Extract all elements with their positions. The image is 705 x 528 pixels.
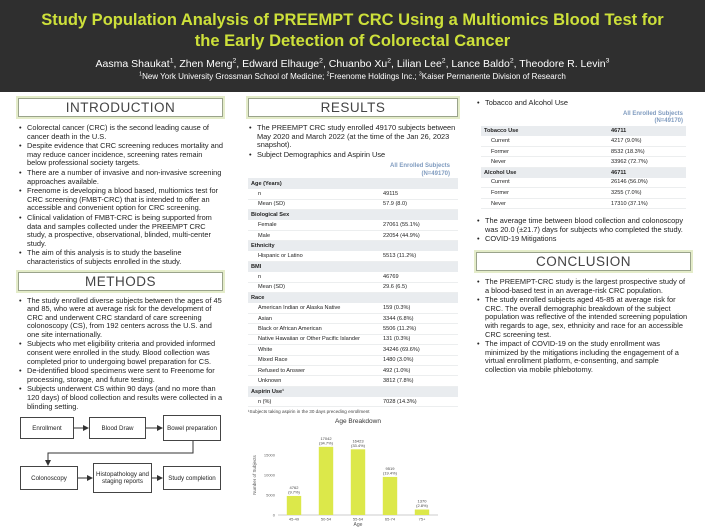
chart-y-tick-label: 5000 — [266, 492, 275, 498]
table-cell-value: 46711 — [608, 167, 686, 177]
conclusion-bullet: • The study enrolled subjects aged 45-85 at average risk for CRC. The overall demographic breakdown of the subject population was reflective of the intended screening population with regards to age, sex, ethnicity and race for an accessible CRC screening test. — [476, 296, 691, 339]
author-name: Aasma Shaukat — [95, 58, 170, 70]
table-row — [248, 365, 458, 375]
chart-x-tick-label: 65-74 — [384, 516, 396, 522]
author-affiliation-mark: 2 — [387, 57, 391, 65]
chart-data-label: 9519 (19.4%) — [382, 466, 398, 476]
affiliation-text: New York University Grossman School of Medicine; — [142, 72, 327, 81]
author-affiliation-mark: 1 — [169, 57, 174, 65]
chart-x-tick-label: 50-54 — [320, 516, 332, 522]
chart-bar — [287, 496, 301, 515]
table-row — [481, 146, 686, 156]
table-section-row — [248, 178, 458, 188]
chart-x-tick-label: 55-64 — [352, 516, 364, 522]
table-cell-label: Biological Sex — [248, 210, 380, 220]
study-flow-diagram — [18, 415, 223, 509]
table-cell-label: Never — [481, 198, 608, 208]
table-section-row — [248, 386, 458, 396]
author-affiliation-mark: 2 — [509, 57, 514, 65]
tobacco-heading-list — [476, 99, 691, 108]
middle-column — [248, 98, 458, 528]
author-name: Theodore R. Levin — [519, 58, 606, 70]
table-cell-label: Former — [481, 188, 608, 198]
demographics-table — [248, 178, 458, 407]
table-cell-value: 3344 (6.8%) — [380, 313, 458, 323]
tobacco-heading: • Tobacco and Alcohol Use — [476, 99, 691, 108]
results-heading: RESULTS — [248, 98, 458, 117]
table-row — [248, 230, 458, 240]
table-cell-value: 5506 (11.2%) — [380, 324, 458, 334]
table-cell-label: Mixed Race — [248, 355, 380, 365]
table-cell-value: 49115 — [380, 189, 458, 199]
flow-study-completion: Study completion — [163, 466, 221, 490]
age-breakdown-chart — [248, 415, 448, 527]
author-affiliation-mark: 2 — [232, 57, 237, 65]
conclusion-bullet: • The impact of COVID-19 on the study enrollment was minimized by the mitigations including the engagement of a virtual enrollment platform, e-consenting, and sample collection via mobile phlebotomy. — [476, 340, 691, 374]
table-section-row — [248, 262, 458, 272]
methods-bullet: • The study enrolled diverse subjects between the ages of 45 and 85, who were at average risk for the development of CRC and underwent CRC standard of care screening colonoscopy (CS), from 192 centers across the U.S. and one site internationally. — [18, 297, 223, 340]
table-cell-value: 29.6 (6.5) — [380, 282, 458, 292]
chart-x-axis-label: Age — [353, 522, 363, 528]
table-row — [248, 189, 458, 199]
flow-colonoscopy: Colonoscopy — [20, 466, 78, 490]
affiliation-mark: 3 — [418, 71, 422, 78]
chart-bar — [351, 450, 365, 516]
table-cell-value — [380, 386, 458, 396]
table-cell-label: n — [248, 189, 380, 199]
table-cell-label: n — [248, 272, 380, 282]
table-cell-label: Race — [248, 293, 380, 303]
table-cell-value: 22054 (44.9%) — [380, 230, 458, 240]
table-cell-value: 57.9 (8.0) — [380, 199, 458, 209]
table-row — [248, 334, 458, 344]
table-cell-value: 4217 (9.0%) — [608, 136, 686, 146]
table-row — [248, 345, 458, 355]
table-row — [481, 157, 686, 167]
table-cell-label: Refused to Answer — [248, 365, 380, 375]
affiliation-mark: 2 — [326, 71, 330, 78]
table-cell-label: n (%) — [248, 397, 380, 407]
introduction-list — [18, 124, 223, 267]
chart-x-tick-label: 45-49 — [288, 516, 300, 522]
table-cell-value: 27061 (55.1%) — [380, 220, 458, 230]
table-cell-label: Mean (SD) — [248, 282, 380, 292]
table-cell-value: 34246 (69.6%) — [380, 345, 458, 355]
poster-title: Study Population Analysis of PREEMPT CRC Using a Multiomics Blood Test for the Early Detection of Colorectal Cancer — [41, 11, 664, 50]
table-section-row — [481, 167, 686, 177]
author-affiliation-mark: 2 — [441, 57, 446, 65]
table-cell-label: Never — [481, 157, 608, 167]
affiliation-text: Kaiser Permanente Division of Research — [421, 72, 566, 81]
table-cell-value — [380, 210, 458, 220]
introduction-bullet: • The aim of this analysis is to study the baseline characteristics of subjects enrolled in the study. — [18, 249, 223, 266]
table-section-row — [248, 293, 458, 303]
table-row — [248, 324, 458, 334]
introduction-bullet: • Freenome is developing a blood based, multiomics test for CRC screening (FMBT-CRC) that is intended to offer an accessible and convenient option for CRC screening. — [18, 187, 223, 213]
chart-data-label: 17042 (34.7%) — [318, 436, 334, 446]
table-cell-value: 26146 (56.0%) — [608, 178, 686, 188]
methods-list — [18, 297, 223, 412]
table-cell-label: Current — [481, 136, 608, 146]
table-cell-label: Asian — [248, 313, 380, 323]
results-bullet: • Subject Demographics and Aspirin Use — [248, 151, 458, 160]
chart-bar — [415, 510, 429, 515]
affiliation-mark: 1 — [139, 71, 143, 78]
table-row — [248, 376, 458, 386]
results-bullet: • COVID-19 Mitigations — [476, 235, 691, 244]
introduction-bullet: • Colorectal cancer (CRC) is the second leading cause of cancer death in the U.S. — [18, 124, 223, 141]
table-cell-label: Tobacco Use — [481, 126, 608, 136]
results-bullet: • The PREEMPT CRC study enrolled 49170 subjects between May 2020 and March 2022 (at the time of the Jan 26, 2023 snapshot). — [248, 124, 458, 150]
table-cell-value: 159 (0.3%) — [380, 303, 458, 313]
table-cell-value: 46711 — [608, 126, 686, 136]
table-row — [481, 136, 686, 146]
author-name: Chuanbo Xu — [328, 58, 388, 70]
tobacco-table-header: All Enrolled Subjects (N=49170) — [622, 110, 683, 125]
table-cell-label: White — [248, 345, 380, 355]
table-cell-value: 17310 (37.1%) — [608, 198, 686, 208]
tobacco-alcohol-table — [481, 126, 686, 210]
table-section-row — [481, 126, 686, 136]
table-cell-value: 3255 (7.0%) — [608, 188, 686, 198]
table-footnote: ¹Subjects taking aspirin in the 30 days preceding enrollment — [248, 409, 370, 415]
introduction-bullet: • There are a number of invasive and non-invasive screening approaches available. — [18, 169, 223, 186]
table-cell-label: Hispanic or Latino — [248, 251, 380, 261]
table-cell-label: Ethnicity — [248, 241, 380, 251]
table-cell-value: 131 (0.3%) — [380, 334, 458, 344]
table-cell-value — [380, 241, 458, 251]
chart-data-label: 4762 (9.7%) — [288, 485, 300, 495]
table-row — [248, 251, 458, 261]
introduction-heading: INTRODUCTION — [18, 98, 223, 117]
author-name: Lance Baldo — [451, 58, 510, 70]
table-row — [248, 303, 458, 313]
results-bullet: • The average time between blood collection and colonoscopy was 20.0 (±21.7) days for subjects who completed the study. — [476, 217, 691, 234]
table-row — [248, 282, 458, 292]
table-section-row — [248, 241, 458, 251]
conclusion-heading: CONCLUSION — [476, 252, 691, 271]
table-row — [248, 220, 458, 230]
flow-blood-draw: Blood Draw — [89, 417, 146, 439]
table-cell-label: Former — [481, 146, 608, 156]
table-cell-value: 7028 (14.3%) — [380, 397, 458, 407]
conclusion-list — [476, 278, 691, 375]
table-cell-value: 33962 (72.7%) — [608, 157, 686, 167]
methods-bullet: • Subjects underwent CS within 90 days (and no more than 120 days) of blood collection and results were collected in a blinding setting. — [18, 385, 223, 411]
chart-data-label: 1370 (2.8%) — [416, 498, 428, 509]
methods-bullet: • Subjects who met eligibility criteria and provided informed consent were enrolled in the study. Blood collection was completed prior to undergoing bowel preparation for CS. — [18, 340, 223, 366]
table-cell-label: American Indian or Alaska Native — [248, 303, 380, 313]
flow-enrollment: Enrollment — [20, 417, 74, 439]
timing-covid-list — [476, 217, 691, 244]
chart-y-tick-label: 10000 — [263, 472, 275, 478]
introduction-bullet: • Clinical validation of FMBT-CRC is being supported from data and samples collected under the PREEMPT CRC study, a prospective, observational, blinded, multi-center study. — [18, 214, 223, 248]
table-cell-label: Black or African American — [248, 324, 380, 334]
introduction-bullet: • Despite evidence that CRC screening reduces mortality and may reduce cancer incidence, screening rates remain below professional society targets. — [18, 142, 223, 168]
table-cell-label: BMI — [248, 262, 380, 272]
table-row — [248, 355, 458, 365]
poster-header — [0, 0, 705, 92]
right-column — [476, 98, 691, 376]
author-name: Edward Elhauge — [242, 58, 320, 70]
affiliation-text: Freenome Holdings Inc.; — [329, 72, 419, 81]
table-cell-value — [380, 293, 458, 303]
author-list: Aasma Shaukat$^1$, Zhen Meng$^2$, Edward Elhauge$^2$, Chuanbo Xu$^2$, Lilian Lee$^2$, Lance Baldo$^2$, Theodore R. Levin$^3$ — [95, 57, 610, 70]
table-cell-label: Aspirin Use¹ — [248, 386, 380, 396]
author-name: Zhen Meng — [179, 58, 233, 70]
chart-data-label: 16423 (33.4%) — [350, 438, 366, 449]
table-cell-label: Male — [248, 230, 380, 240]
chart-title: Age Breakdown — [335, 418, 381, 426]
table-cell-label: Native Hawaiian or Other Pacific Islander — [248, 334, 380, 344]
chart-bar — [383, 477, 397, 515]
table-cell-label: Current — [481, 178, 608, 188]
conclusion-bullet: • The PREEMPT-CRC study is the largest prospective study of a blood-based test in an average-risk CRC population. — [476, 278, 691, 295]
table-cell-value: 5513 (11.2%) — [380, 251, 458, 261]
table-cell-value: 8532 (18.3%) — [608, 146, 686, 156]
table-row — [248, 313, 458, 323]
table-cell-value: 46769 — [380, 272, 458, 282]
table-row — [481, 198, 686, 208]
table-cell-value — [380, 178, 458, 188]
demographics-table-header: All Enrolled Subjects (N=49170) — [389, 163, 450, 177]
table-cell-value — [380, 262, 458, 272]
left-column — [18, 98, 223, 509]
chart-x-tick-label: 75+ — [418, 516, 426, 522]
table-cell-label: Mean (SD) — [248, 199, 380, 209]
flow-histopathology: Histopathology and staging reports — [93, 463, 152, 493]
results-list — [248, 124, 458, 159]
table-cell-value: 1480 (3.0%) — [380, 355, 458, 365]
author-affiliation-mark: 3 — [605, 57, 610, 65]
table-row — [481, 188, 686, 198]
affiliation-list — [0, 72, 705, 81]
table-cell-value: 492 (1.0%) — [380, 365, 458, 375]
chart-y-tick-label: 0 — [272, 512, 275, 518]
table-row — [248, 199, 458, 209]
chart-y-axis-label: Number of Subjects — [252, 455, 257, 496]
methods-bullet: • De-identified blood specimens were sent to Freenome for processing, storage, and future testing. — [18, 367, 223, 384]
table-cell-value: 3812 (7.8%) — [380, 376, 458, 386]
methods-heading: METHODS — [18, 272, 223, 291]
table-cell-label: Unknown — [248, 376, 380, 386]
table-row — [248, 272, 458, 282]
table-row — [481, 178, 686, 188]
chart-y-tick-label: 15000 — [263, 452, 275, 458]
table-cell-label: Age (Years) — [248, 178, 380, 188]
table-cell-label: Female — [248, 220, 380, 230]
chart-bar — [319, 447, 333, 515]
table-section-row — [248, 210, 458, 220]
table-cell-label: Alcohol Use — [481, 167, 608, 177]
author-affiliation-mark: 2 — [319, 57, 323, 65]
table-row — [248, 397, 458, 407]
author-name: Lilian Lee — [396, 58, 442, 70]
flow-bowel-preparation: Bowel preparation — [163, 415, 221, 441]
